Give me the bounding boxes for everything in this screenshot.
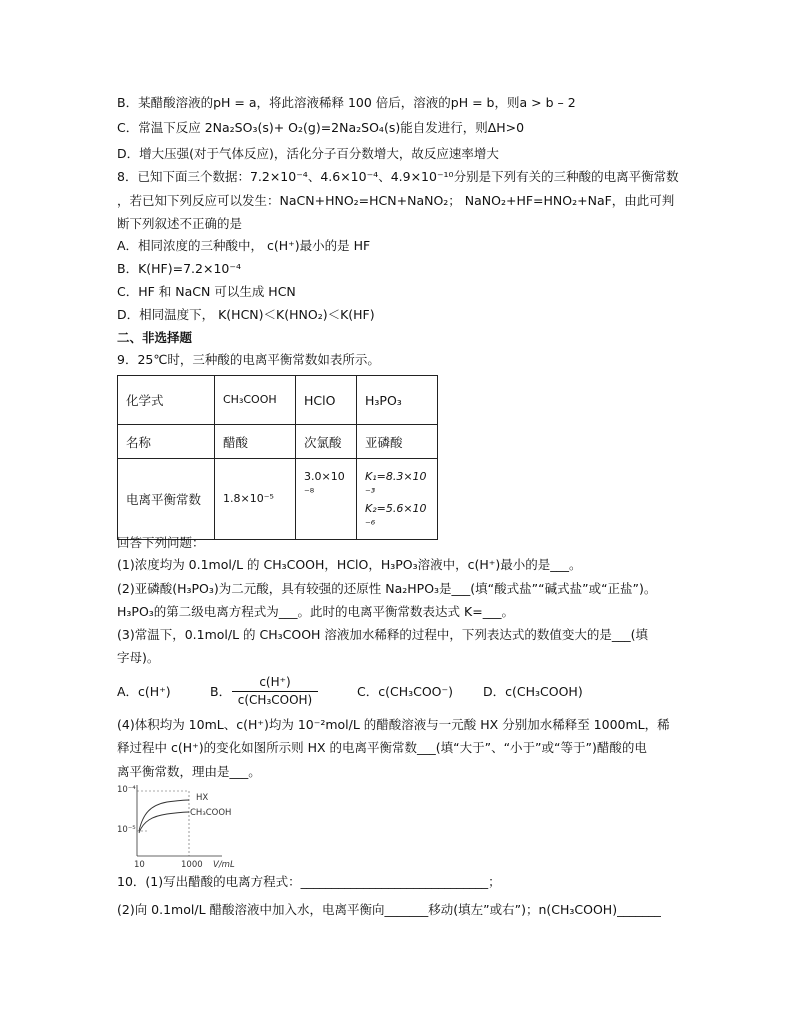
k2-value: K₂=5.6×10⁻⁶ — [365, 502, 427, 531]
graph-x-label-start: 10 — [134, 860, 145, 870]
q9-part2-line2: H₃PO₃的第二级电离方程式为___。此时的电离平衡常数表达式 K=___。 — [117, 604, 514, 619]
q9-part3-option-c: C．c(CH₃COO⁻) — [357, 684, 453, 699]
q8-option-a: A．相同浓度的三种酸中， c(H⁺)最小的是 HF — [117, 238, 371, 253]
table-row — [118, 459, 438, 540]
dilution-graph — [117, 783, 227, 863]
q10-part2: (2)向 0.1mol/L 醋酸溶液中加入水，电离平衡向_______移动(填左”或右”)；n(CH₃COOH)_______ — [117, 902, 661, 917]
table-cell: 化学式 — [118, 376, 215, 425]
graph-x-unit: V/mL — [213, 860, 235, 870]
table-row — [118, 425, 438, 459]
q9-part4-line1: (4)体积均为 10mL、c(H⁺)均为 10⁻²mol/L 的醋酸溶液与一元酸 HX 分别加水稀释至 1000mL，稀 — [117, 717, 670, 732]
q8-stem-line3: 断下列叙述不正确的是 — [117, 216, 243, 231]
q9-part3-option-a: A．c(H⁺) — [117, 684, 171, 699]
ch3cooh-curve — [139, 812, 189, 833]
table-cell: 次氯酸 — [296, 425, 357, 459]
table-cell: 1.8×10⁻⁵ — [215, 459, 296, 540]
graph-y-label-top: 10⁻⁴ — [117, 785, 136, 795]
table-cell: H₃PO₃ — [357, 376, 438, 425]
q10-part1: 10．(1)写出醋酸的电离方程式：______________________________； — [117, 874, 501, 889]
table-cell: 名称 — [118, 425, 215, 459]
k1-value: K₁=8.3×10⁻³ — [365, 470, 427, 499]
table-cell: 电离平衡常数 — [118, 459, 215, 540]
table-cell: 3.0×10⁻⁸ — [296, 459, 357, 540]
q9-part2-line1: (2)亚磷酸(H₃PO₃)为二元酸，具有较强的还原性 Na₂HPO₃是___(填“酸式盐”“碱式盐”或“正盐”)。 — [117, 581, 657, 596]
q9-part3-option-b-label: B． — [210, 684, 232, 699]
table-cell: 亚磷酸 — [357, 425, 438, 459]
table-cell: HClO — [296, 376, 357, 425]
hx-curve — [139, 800, 189, 831]
answer-prompt: 回答下列问题： — [117, 535, 205, 550]
q9-part3-option-d: D．c(CH₃COOH) — [483, 684, 583, 699]
q9-part3-option-b-fraction — [232, 675, 318, 708]
q9-part4-line2: 释过程中 c(H⁺)的变化如图所示则 HX 的电离平衡常数___(填“大于”、“小于”或“等于”)醋酸的电 — [117, 740, 647, 755]
q9-part4-line3: 离平衡常数，理由是___。 — [117, 764, 261, 779]
fraction-numerator: c(H⁺) — [232, 675, 318, 692]
section-heading: 二、非选择题 — [117, 330, 193, 345]
q7-option-b: B．某醋酸溶液的pH = a，将此溶液稀释 100 倍后，溶液的pH = b，则a > b – 2 — [117, 95, 576, 110]
acid-constants-table — [117, 375, 438, 540]
q8-option-d: D．相同温度下， K(HCN)＜K(HNO₂)＜K(HF) — [117, 307, 375, 322]
fraction-denominator: c(CH₃COOH) — [237, 693, 313, 707]
q7-option-d: D．增大压强(对于气体反应)，活化分子百分数增大，故反应速率增大 — [117, 146, 499, 161]
graph-x-label-end: 1000 — [181, 860, 203, 870]
table-cell: CH₃COOH — [215, 376, 296, 425]
table-cell: 醋酸 — [215, 425, 296, 459]
q9-part1: (1)浓度均为 0.1mol/L 的 CH₃COOH，HClO，H₃PO₃溶液中，c(H⁺)最小的是___。 — [117, 557, 582, 572]
q9-stem: 9．25℃时，三种酸的电离平衡常数如表所示。 — [117, 352, 380, 367]
graph-series-hx: HX — [196, 793, 209, 803]
q9-part3-line1: (3)常温下，0.1mol/L 的 CH₃COOH 溶液加水稀释的过程中，下列表达式的数值变大的是___(填 — [117, 627, 649, 642]
q7-option-c: C．常温下反应 2Na₂SO₃(s)+ O₂(g)=2Na₂SO₄(s)能自发进行，则ΔH>0 — [117, 120, 525, 135]
q8-stem-line1: 8．已知下面三个数据：7.2×10⁻⁴、4.6×10⁻⁴、4.9×10⁻¹⁰分别是下列有关的三种酸的电离平衡常数 — [117, 169, 679, 184]
q8-option-b: B．K(HF)=7.2×10⁻⁴ — [117, 261, 241, 276]
table-row — [118, 376, 438, 425]
q9-part3-line2: 字母)。 — [117, 650, 160, 665]
q8-option-c: C．HF 和 NaCN 可以生成 HCN — [117, 284, 296, 299]
table-cell — [357, 459, 438, 540]
graph-series-ch3cooh: CH₃COOH — [190, 808, 232, 818]
graph-y-label-low: 10⁻⁵ — [117, 825, 136, 835]
q8-stem-line2: ，若已知下列反应可以发生：NaCN+HNO₂=HCN+NaNO₂； NaNO₂+HF=HNO₂+NaF，由此可判 — [117, 193, 675, 208]
